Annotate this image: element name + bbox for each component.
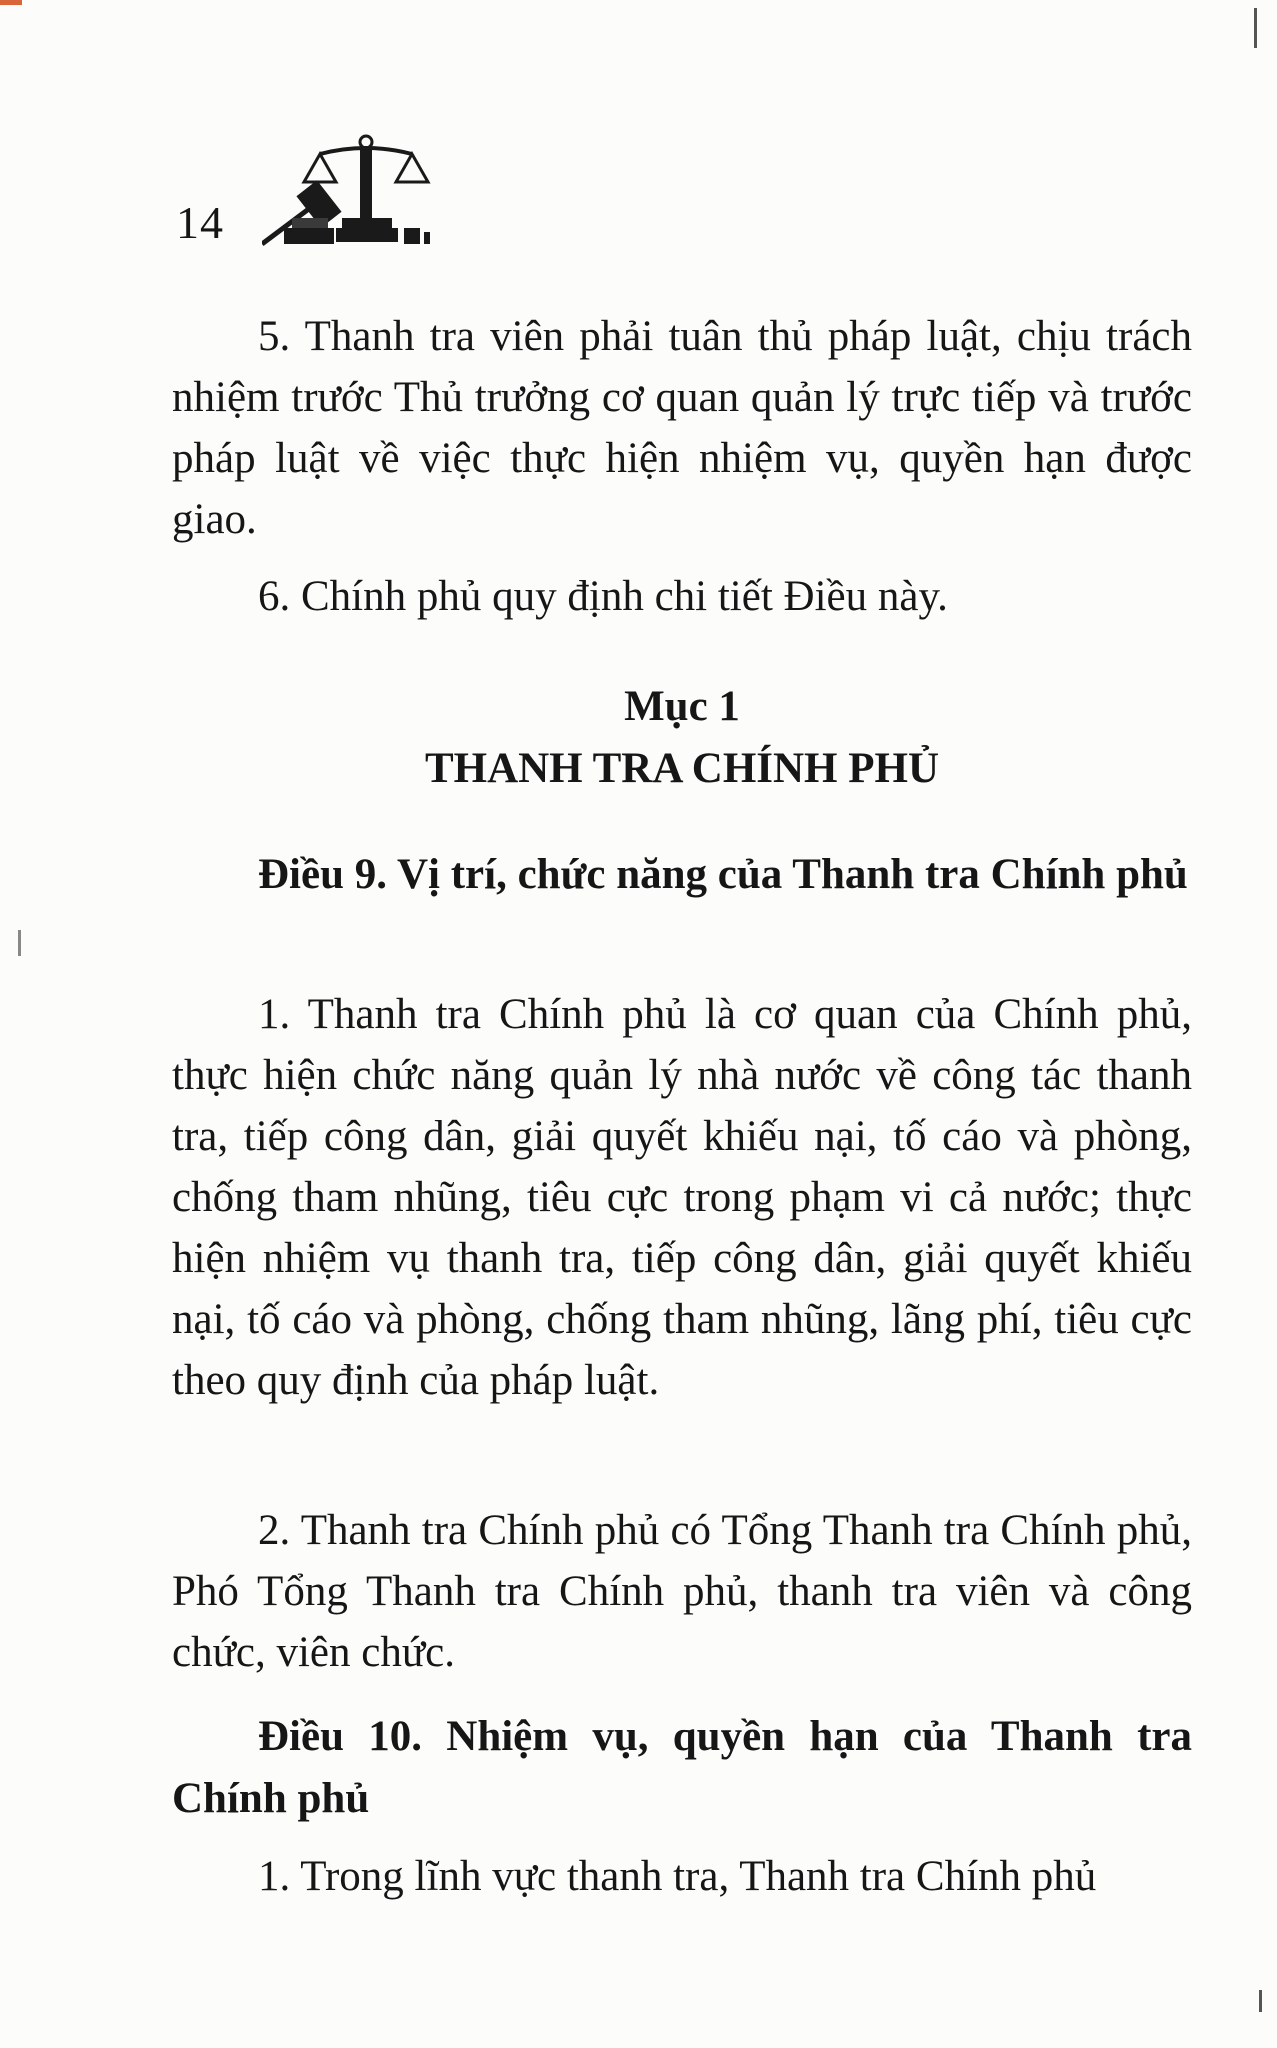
- article-10-clause-1: 1. Trong lĩnh vực thanh tra, Thanh tra Chính phủ: [258, 1853, 1097, 1900]
- article-10-title: Điều 10. Nhiệm vụ, quyền hạn của Thanh tra Chính phủ: [172, 1713, 1192, 1822]
- paragraph-6: 6. Chính phủ quy định chi tiết Điều này.: [258, 573, 948, 620]
- scales-and-gavel-icon: [262, 132, 442, 252]
- scan-edge-mark: [18, 930, 21, 956]
- article-9-clause-2: 2. Thanh tra Chính phủ có Tổng Thanh tra Chính phủ, Phó Tổng Thanh tra Chính phủ, thanh tra viên và công chức, viên chức.: [172, 1507, 1192, 1676]
- scan-edge-mark: [1254, 8, 1257, 48]
- article-9-clause-1: 1. Thanh tra Chính phủ là cơ quan của Chính phủ, thực hiện chức năng quản lý nhà nước về công tác thanh tra, tiếp công dân, giải quyết khiếu nại, tố cáo và phòng, chống tham nhũng, tiêu cực trong phạm vi cả nước; thực hiện nhiệm vụ thanh tra, tiếp công dân, giải quyết khiếu nại, tố cáo và phòng, chống tham nhũng, lãng phí, tiêu cực theo quy định của pháp luật.: [172, 991, 1192, 1404]
- scan-edge-mark: [1259, 1990, 1262, 2012]
- section-label: Mục 1: [624, 683, 740, 730]
- scan-edge-mark: [0, 0, 22, 5]
- page-number: 14: [176, 197, 224, 248]
- section-title: THANH TRA CHÍNH PHỦ: [424, 745, 940, 792]
- paragraph-5: 5. Thanh tra viên phải tuân thủ pháp luật, chịu trách nhiệm trước Thủ trưởng cơ quan quản lý trực tiếp và trước pháp luật về việc thực hiện nhiệm vụ, quyền hạn được giao.: [172, 313, 1192, 543]
- article-9-title: Điều 9. Vị trí, chức năng của Thanh tra Chính phủ: [258, 851, 1188, 898]
